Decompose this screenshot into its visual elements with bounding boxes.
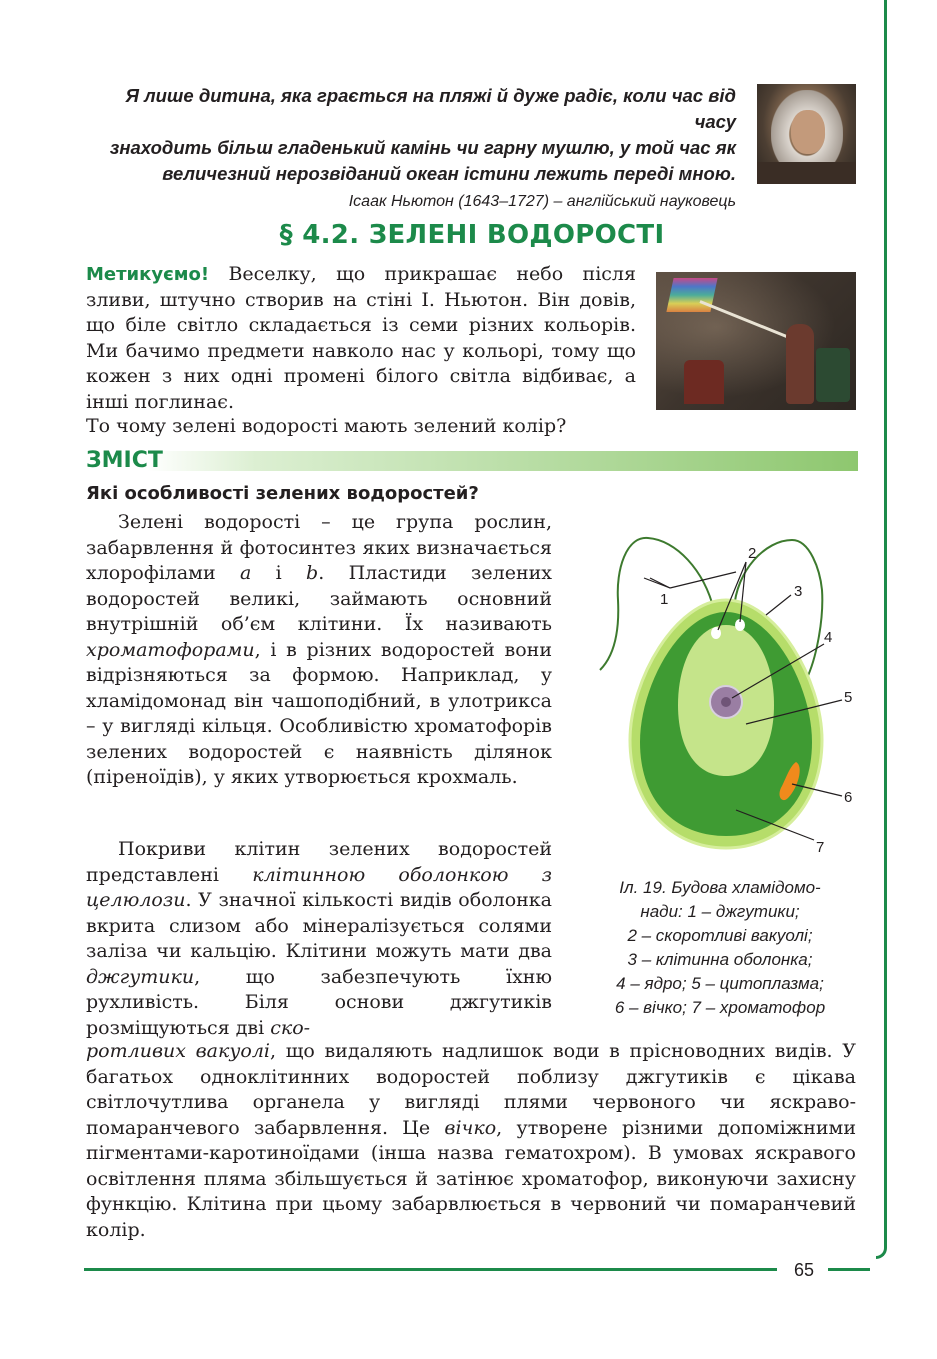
paragraph-eyespot <box>86 1039 856 1243</box>
subheading: Які особливості зелених водоростей? <box>86 483 479 504</box>
text-italic: a <box>239 562 252 584</box>
label-4: 4 <box>824 629 833 646</box>
term-flagella: джгутики <box>86 965 195 988</box>
intro-lead: Метикуємо! <box>86 264 210 285</box>
text-run: , і в різних водоростей вони відрізняються за формою. Наприклад, у хламідомонад він чашоподібний, в улотрикса – у вигляді кільця. Особливістю хроматофорів зелених водоростей є наявність ділянок (піреноїдів), у яких утворюється крохмаль. <box>86 638 552 788</box>
text-run: , що забезпечують їхню рухливість. Біля основи джгутиків розміщуються дві <box>86 965 552 1039</box>
term-vacuoles-start: ско- <box>270 1016 311 1039</box>
footer-rule <box>84 1268 777 1271</box>
chlamydomonas-diagram <box>586 530 876 860</box>
term-vacuoles-end: ротливих вакуолі <box>86 1040 270 1062</box>
figure-caption: Іл. 19. Будова хламідомо- нади: 1 – джгутики; 2 – скоротливі вакуолі; 3 – клітинна оболонка; 4 – ядро; 5 – цитоплазма; 6 – вічко; 7 – хроматофор <box>614 878 826 1017</box>
label-1: 1 <box>660 591 669 608</box>
footer-rule-right <box>828 1268 870 1271</box>
paragraph-chromatophores <box>86 510 552 791</box>
text-italic: b <box>306 562 319 584</box>
content-heading: ЗМІСТ <box>86 448 163 473</box>
label-6: 6 <box>844 789 853 806</box>
content-heading-bar <box>86 451 858 471</box>
nucleolus <box>721 697 731 707</box>
label-5: 5 <box>844 689 853 706</box>
intro-question: То чому зелені водорості мають зелений колір? <box>86 415 567 437</box>
epigraph <box>86 83 736 215</box>
label-2: 2 <box>748 545 757 562</box>
epigraph-text: Я лише дитина, яка грається на пляжі й дуже радіє, коли час від часу знаходить більш гладенький камінь чи гарну мушлю, у той час як величезний нерозвіданий океан істини лежить переді мною. <box>109 85 736 184</box>
epigraph-author: Ісаак Ньютон (1643–1727) – англійський науковець <box>348 193 736 210</box>
contractile-vacuole-left <box>711 627 721 639</box>
newton-prism-illustration <box>656 272 856 410</box>
page-number: 65 <box>793 1260 815 1280</box>
text-run: Зелені водорості – це група рослин, забарвлення й фотосинтез яких визначається хлорофілами <box>86 511 552 584</box>
page-frame-right <box>876 0 887 1259</box>
newton-portrait <box>757 84 856 184</box>
text-run: . Пластиди зелених водоростей великі, займають основний внутрішній об’єм клітини. Їх називають <box>86 562 553 635</box>
text-run: і <box>251 562 307 584</box>
intro-paragraph <box>86 262 636 415</box>
term-eyespot: вічко <box>444 1116 497 1139</box>
text-run: Покриви клітин зелених водоростей представлені <box>86 838 552 886</box>
text-run: . У значної кількості видів оболонка вкрита слизом або мінералізується солями заліза чи кальцію. Клітини можуть мати два <box>86 889 552 962</box>
label-7: 7 <box>816 839 825 856</box>
label-3: 3 <box>794 583 803 600</box>
intro-text: Веселку, що прикрашає небо після зливи, штучно створив на стіні І. Ньютон. Він довів, що біле світло складається із семи різних кольорів. Ми бачимо предмети навколо нас у кольорі, тому що кожен з них одні промені білого світла відбиває, а інші поглинає. <box>86 263 636 413</box>
paragraph-cell-wall <box>86 837 552 1041</box>
section-title: § 4.2. ЗЕЛЕНІ ВОДОРОСТІ <box>279 220 665 250</box>
text-run: , утворене різними допоміжними пігментами-каротиноїдами (інша назва гематохром). В умовах яскравого освітлення пляма збільшується й затінює хроматофор, виконуючи захисну функцію. Клітина при цьому забарвлюється в червоний чи помаранчевий колір. <box>86 1116 856 1241</box>
text-run: , що видаляють надлишок води в прісноводних видів. У багатьох одноклітинних водоростей поблизу джгутиків є цікава світлочутлива органела у вигляді плями червоного чи яскраво-помаранчевого забарвлення. Це <box>86 1040 856 1139</box>
term-chromatophores: хроматофорами <box>86 638 255 661</box>
term-cell-wall: клітинною оболонкою з целюлози <box>86 863 553 911</box>
